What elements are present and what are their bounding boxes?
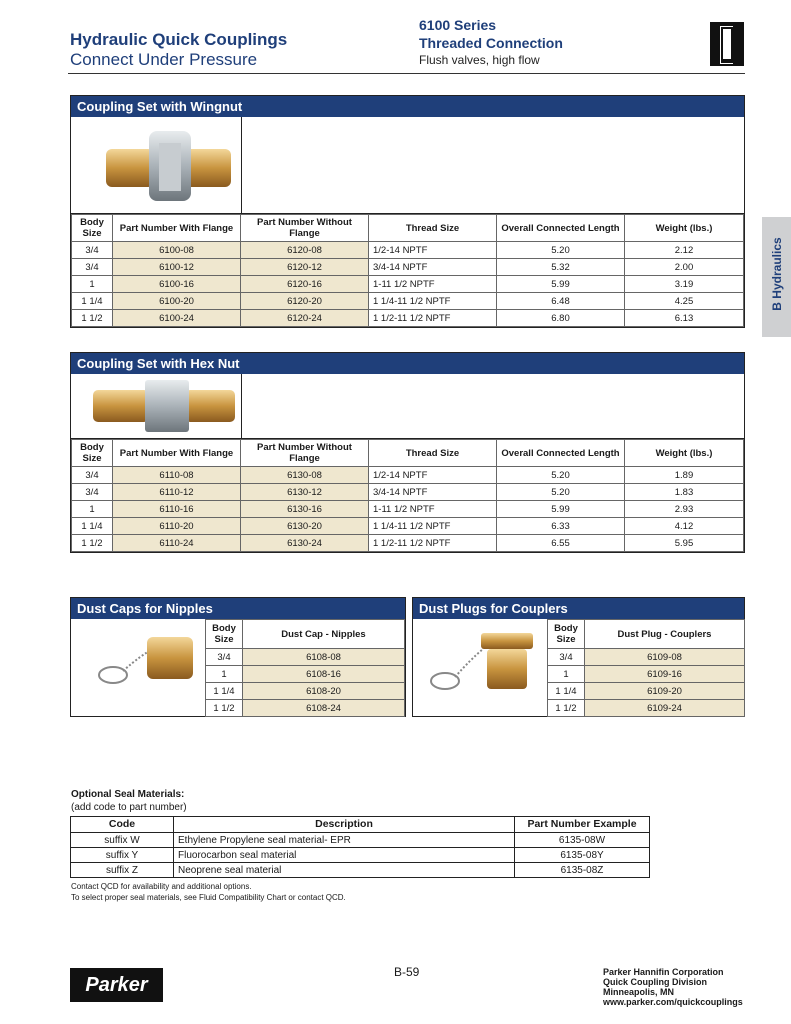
cell: 6110-24: [113, 535, 241, 552]
cell: 1.89: [625, 467, 744, 484]
cell: 6.55: [497, 535, 625, 552]
col-dust-plug: Dust Plug - Couplers: [585, 620, 745, 649]
cell: suffix Z: [71, 863, 174, 878]
cell: 6110-12: [113, 484, 241, 501]
dust-plug-image: [413, 619, 547, 716]
cell: 1/2-14 NPTF: [369, 242, 497, 259]
cell: 6135-08Y: [515, 848, 650, 863]
connection-label: Threaded Connection: [419, 35, 563, 51]
cell: 6110-08: [113, 467, 241, 484]
seal-materials-note: (add code to part number): [71, 802, 187, 813]
table-row: [72, 518, 744, 535]
hexnut-table: [71, 439, 744, 552]
cell: 1.83: [625, 484, 744, 501]
table-row: [548, 683, 745, 700]
cell: 6120-20: [241, 293, 369, 310]
wingnut-title: Coupling Set with Wingnut: [71, 96, 744, 117]
table-row: [548, 649, 745, 666]
cell: Fluorocarbon seal material: [174, 848, 515, 863]
cell: 1: [72, 276, 113, 293]
hexnut-title: Coupling Set with Hex Nut: [71, 353, 744, 374]
side-tab[interactable]: [762, 217, 791, 337]
col-description: Description: [174, 817, 515, 833]
cell: 6130-16: [241, 501, 369, 518]
table-row: [548, 700, 745, 717]
cell: 1 1/2: [72, 535, 113, 552]
cell: 1/2-14 NPTF: [369, 467, 497, 484]
table-row: [72, 484, 744, 501]
cell: 6100-16: [113, 276, 241, 293]
col-without-flange: Part Number Without Flange: [241, 215, 369, 242]
cell: 6109-08: [585, 649, 745, 666]
cell: 6100-20: [113, 293, 241, 310]
col-body-size: Body Size: [72, 215, 113, 242]
cell: 1 1/4-11 1/2 NPTF: [369, 293, 497, 310]
table-row: [72, 535, 744, 552]
cell: 1 1/2: [206, 700, 243, 717]
cell: 5.20: [497, 242, 625, 259]
cell: 1-11 1/2 NPTF: [369, 501, 497, 518]
cell: 1: [206, 666, 243, 683]
table-row: [72, 259, 744, 276]
cell: 6135-08Z: [515, 863, 650, 878]
cell: 6108-20: [243, 683, 405, 700]
cell: suffix Y: [71, 848, 174, 863]
col-weight: Weight (lbs.): [625, 440, 744, 467]
cell: 6110-20: [113, 518, 241, 535]
page-subtitle: Connect Under Pressure: [70, 50, 258, 69]
col-weight: Weight (lbs.): [625, 215, 744, 242]
table-row: [72, 276, 744, 293]
hexnut-section: [70, 352, 745, 553]
cell: 2.00: [625, 259, 744, 276]
col-body-size: Body Size: [206, 620, 243, 649]
table-row: [71, 833, 650, 848]
col-body-size: Body Size: [548, 620, 585, 649]
cell: 6108-24: [243, 700, 405, 717]
seal-materials-title: Optional Seal Materials:: [71, 789, 185, 800]
cell: 2.93: [625, 501, 744, 518]
cell: 3/4: [206, 649, 243, 666]
cell: 6109-16: [585, 666, 745, 683]
cell: 5.95: [625, 535, 744, 552]
cell: 6109-24: [585, 700, 745, 717]
cell: 3/4: [548, 649, 585, 666]
cell: 5.99: [497, 276, 625, 293]
cell: 1 1/4: [206, 683, 243, 700]
cell: 1 1/4: [548, 683, 585, 700]
city: Minneapolis, MN: [603, 987, 675, 997]
table-row: [548, 666, 745, 683]
footnote-availability: Contact QCD for availability and additional options.: [71, 882, 252, 891]
wingnut-section: [70, 95, 745, 328]
cell: 3/4: [72, 259, 113, 276]
website-link[interactable]: www.parker.com/quickcouplings: [603, 997, 743, 1007]
cell: 3/4-14 NPTF: [369, 484, 497, 501]
cell: 3.19: [625, 276, 744, 293]
company-name: Parker Hannifin Corporation: [603, 967, 724, 977]
table-row: [71, 848, 650, 863]
cell: 5.99: [497, 501, 625, 518]
cell: 6120-24: [241, 310, 369, 327]
series-label: 6100 Series: [419, 17, 497, 33]
dust-caps-title: Dust Caps for Nipples: [71, 598, 405, 619]
table-row: [72, 293, 744, 310]
cell: 6135-08W: [515, 833, 650, 848]
cell: Ethylene Propylene seal material- EPR: [174, 833, 515, 848]
hexnut-image-area: [71, 374, 744, 439]
cell: 6108-16: [243, 666, 405, 683]
cell: 3/4: [72, 467, 113, 484]
table-row: [72, 501, 744, 518]
col-thread-size: Thread Size: [369, 215, 497, 242]
section-marker-icon: [710, 22, 744, 66]
cell: 1: [72, 501, 113, 518]
cell: 3/4: [72, 242, 113, 259]
page-number: B-59: [394, 965, 420, 979]
cell: 6108-08: [243, 649, 405, 666]
table-row: [206, 700, 405, 717]
cell: suffix W: [71, 833, 174, 848]
cell: 6130-12: [241, 484, 369, 501]
dust-plugs-section: [412, 597, 745, 717]
col-part-example: Part Number Example: [515, 817, 650, 833]
table-row: [72, 467, 744, 484]
cell: 3/4: [72, 484, 113, 501]
header-divider: [68, 73, 745, 74]
dust-caps-table: [205, 619, 405, 717]
wingnut-coupling-image: [71, 117, 242, 213]
col-dust-cap: Dust Cap - Nipples: [243, 620, 405, 649]
cell: Neoprene seal material: [174, 863, 515, 878]
cell: 1 1/2: [72, 310, 113, 327]
cell: 1 1/4: [72, 293, 113, 310]
cell: 6110-16: [113, 501, 241, 518]
table-row: [71, 863, 650, 878]
cell: 4.25: [625, 293, 744, 310]
table-row: [72, 310, 744, 327]
cell: 6120-16: [241, 276, 369, 293]
cell: 6.48: [497, 293, 625, 310]
col-length: Overall Connected Length: [497, 440, 625, 467]
dust-plugs-table: [547, 619, 745, 717]
division-name: Quick Coupling Division: [603, 977, 708, 987]
cell: 6100-24: [113, 310, 241, 327]
wingnut-image-area: [71, 117, 744, 214]
cell: 6.13: [625, 310, 744, 327]
hexnut-coupling-image: [71, 374, 242, 438]
col-without-flange: Part Number Without Flange: [241, 440, 369, 467]
parker-logo: Parker: [70, 968, 163, 1002]
cell: 6130-24: [241, 535, 369, 552]
cell: 5.20: [497, 467, 625, 484]
cell: 3/4-14 NPTF: [369, 259, 497, 276]
cell: 6130-08: [241, 467, 369, 484]
seal-materials-table: [70, 816, 650, 878]
table-row: [206, 649, 405, 666]
cell: 1 1/2: [548, 700, 585, 717]
cell: 5.20: [497, 484, 625, 501]
col-body-size: Body Size: [72, 440, 113, 467]
series-description: Flush valves, high flow: [419, 53, 540, 67]
dust-cap-image: [71, 619, 205, 716]
col-with-flange: Part Number With Flange: [113, 215, 241, 242]
cell: 6130-20: [241, 518, 369, 535]
table-row: [206, 666, 405, 683]
footnote-compatibility: To select proper seal materials, see Fluid Compatibility Chart or contact QCD.: [71, 893, 346, 902]
table-row: [72, 242, 744, 259]
cell: 6100-12: [113, 259, 241, 276]
col-length: Overall Connected Length: [497, 215, 625, 242]
cell: 6.33: [497, 518, 625, 535]
side-tab-label: B Hydraulics: [770, 237, 784, 311]
cell: 1 1/4-11 1/2 NPTF: [369, 518, 497, 535]
cell: 6.80: [497, 310, 625, 327]
cell: 6100-08: [113, 242, 241, 259]
col-with-flange: Part Number With Flange: [113, 440, 241, 467]
table-row: [206, 683, 405, 700]
cell: 1 1/2-11 1/2 NPTF: [369, 535, 497, 552]
page-title: Hydraulic Quick Couplings: [70, 30, 288, 49]
dust-plugs-title: Dust Plugs for Couplers: [413, 598, 744, 619]
dust-caps-section: [70, 597, 406, 717]
cell: 4.12: [625, 518, 744, 535]
cell: 1 1/4: [72, 518, 113, 535]
cell: 1-11 1/2 NPTF: [369, 276, 497, 293]
cell: 5.32: [497, 259, 625, 276]
cell: 1 1/2-11 1/2 NPTF: [369, 310, 497, 327]
col-thread-size: Thread Size: [369, 440, 497, 467]
cell: 6109-20: [585, 683, 745, 700]
cell: 1: [548, 666, 585, 683]
cell: 2.12: [625, 242, 744, 259]
cell: 6120-08: [241, 242, 369, 259]
cell: 6120-12: [241, 259, 369, 276]
col-code: Code: [71, 817, 174, 833]
wingnut-table: [71, 214, 744, 327]
